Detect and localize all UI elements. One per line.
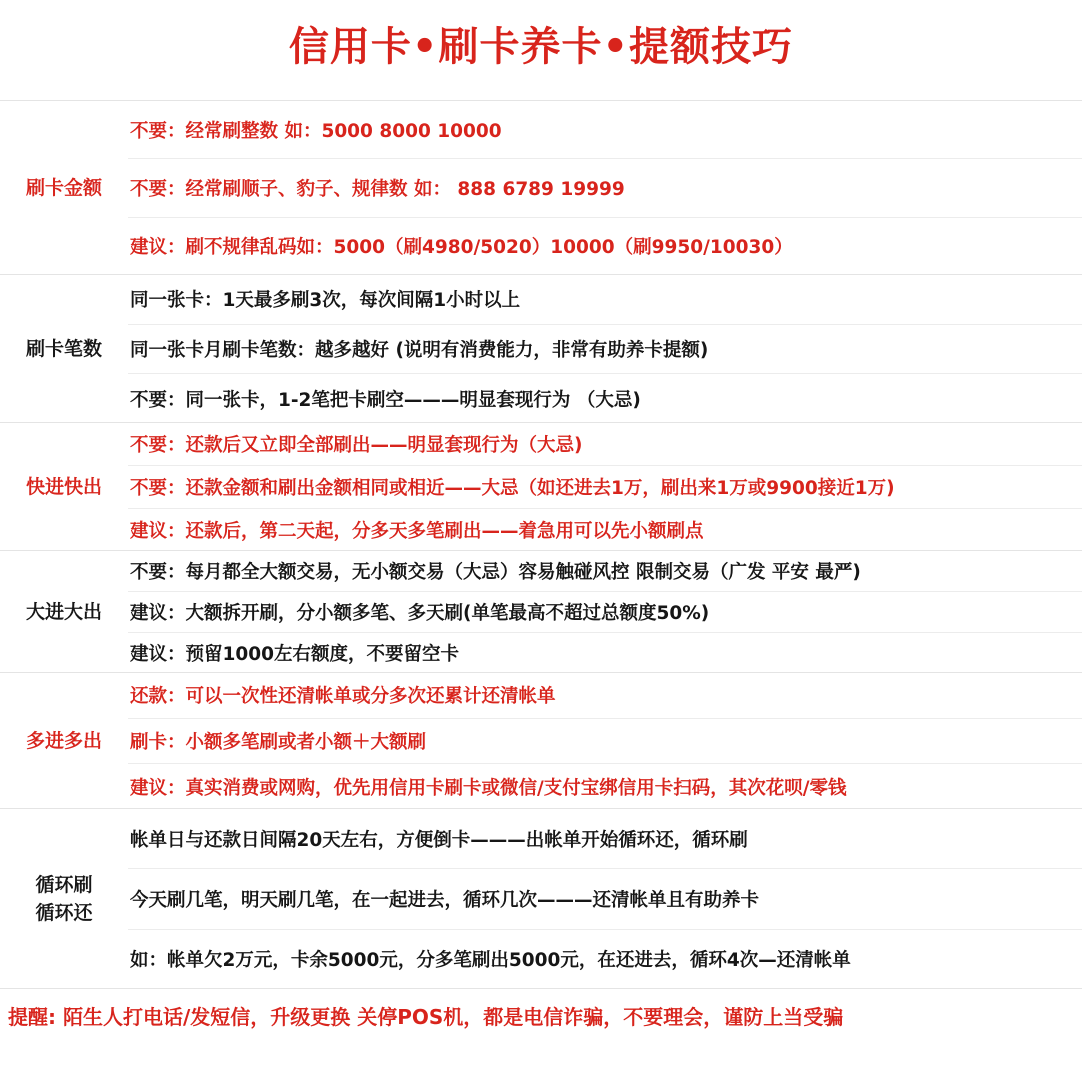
section-swipe-count — [0, 274, 1082, 423]
category-line: 大进大出 — [25, 601, 102, 623]
tip-row: 建议：刷不规律乱码如：5000（刷4980/5020）10000（刷9950/10030） — [128, 217, 1082, 275]
tip-row: 建议：大额拆开刷，分小额多笔、多天刷(单笔最高不超过总额度50%) — [128, 591, 1082, 632]
section-cycle — [0, 808, 1082, 989]
tip-row: 不要：经常刷顺子、豹子、规律数 如： 888 6789 19999 — [128, 158, 1082, 216]
tip-row: 不要：每月都全大额交易，无小额交易（大忌）容易触碰风控 限制交易（广发 平安 最严) — [130, 562, 861, 583]
category-label — [0, 809, 128, 989]
section-rows — [128, 673, 1082, 809]
category-label — [0, 673, 128, 809]
section-multi-in-out — [0, 672, 1082, 809]
category-label — [0, 551, 128, 673]
section-rows — [128, 275, 1082, 423]
tip-row: 同一张卡月刷卡笔数：越多越好 (说明有消费能力，非常有助养卡提额) — [128, 324, 1082, 374]
tip-row: 建议：还款后，第二天起，分多天多笔刷出——着急用可以先小额刷点 — [128, 508, 1082, 551]
section-fast-in-out — [0, 422, 1082, 551]
tip-row: 如：帐单欠2万元，卡余5000元，分多笔刷出5000元，在还进去，循环4次—还清帐单 — [128, 929, 1082, 989]
section-big-in-out — [0, 550, 1082, 673]
section-rows — [128, 423, 1082, 551]
tip-row: 还款：可以一次性还清帐单或分多次还累计还清帐单 — [130, 686, 556, 708]
tip-row: 建议：预留1000左右额度，不要留空卡 — [128, 632, 1082, 673]
fraud-reminder: 提醒: 陌生人打电话/发短信，升级更换 关停POS机，都是电信诈骗，不要理会，谨防上当受骗 — [0, 988, 1082, 1041]
category-label — [0, 275, 128, 423]
category-line: 刷卡笔数 — [25, 338, 102, 360]
tip-row: 不要：还款后又立即全部刷出——明显套现行为（大忌) — [130, 435, 583, 456]
tip-row: 不要：经常刷整数 如：5000 8000 10000 — [130, 120, 502, 142]
tip-row: 不要：同一张卡，1-2笔把卡刷空———明显套现行为 （大忌) — [128, 373, 1082, 423]
tip-row: 不要：还款金额和刷出金额相同或相近——大忌（如还进去1万，刷出来1万或9900接近1万) — [128, 465, 1082, 508]
category-line: 快进快出 — [25, 476, 102, 498]
section-swipe-amount — [0, 100, 1082, 275]
category-line: 多进多出 — [25, 730, 102, 752]
tip-row: 今天刷几笔，明天刷几笔，在一起进去，循环几次———还清帐单且有助养卡 — [128, 868, 1082, 928]
tip-row: 帐单日与还款日间隔20天左右，方便倒卡———出帐单开始循环还，循环刷 — [130, 829, 748, 851]
tip-row: 同一张卡：1天最多刷3次，每次间隔1小时以上 — [130, 290, 521, 312]
section-rows — [128, 809, 1082, 989]
category-label — [0, 423, 128, 551]
tip-row: 刷卡：小额多笔刷或者小额＋大额刷 — [128, 718, 1082, 764]
category-line: 刷卡金额 — [25, 177, 102, 199]
page-title: 信用卡•刷卡养卡•提额技巧 — [288, 24, 794, 70]
category-label — [0, 101, 128, 275]
category-line: 循环刷 — [35, 874, 93, 896]
tip-row: 建议：真实消费或网购，优先用信用卡刷卡或微信/支付宝绑信用卡扫码，其次花呗/零钱 — [128, 763, 1082, 809]
section-rows — [128, 101, 1082, 275]
section-rows — [128, 551, 1082, 673]
category-line: 循环还 — [35, 902, 93, 924]
